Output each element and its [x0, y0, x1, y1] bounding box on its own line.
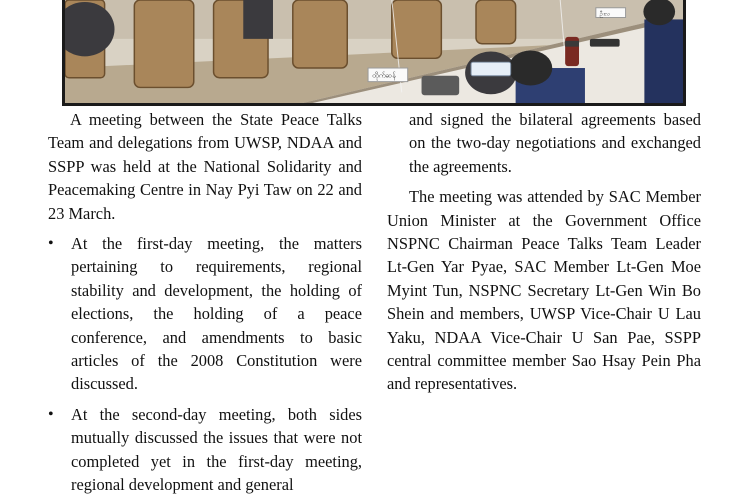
meeting-bullet-list [48, 232, 362, 496]
name-plate-2: ဦးလ [599, 11, 611, 18]
bullet-dot-icon: • [48, 235, 54, 253]
meeting-photo-image [65, 0, 683, 103]
attendees-paragraph: The meeting was attended by SAC Member Union Minister at the Government Office NSPNC Chairman Peace Talks Team Leader Lt-Gen Yar Pyae, SAC Member Lt-Gen Moe Myint Tun, NSPNC Secretary Lt-Gen Win Bo Shein and members, UWSP Vice-Chair U Lau Yaku, NDAA Vice-Chair U San Pae, SSPP central committee member Sao Hsay Pein Pha and representatives. [387, 187, 701, 394]
bullet-item [48, 403, 362, 497]
article-left-column [48, 108, 362, 504]
bullet-text: At the second-day meeting, both sides mutually discussed the issues that were not completed yet in the first-day meeting, regional development and general [71, 404, 362, 495]
bullet-text: At the first-day meeting, the matters pertaining to requirements, regional stability and development, the holding of elections, the holding of a peace conference, and amendments to basic articles of the 2008 Constitution were discussed. [71, 234, 362, 394]
article-right-column [387, 108, 701, 403]
bullet-item [48, 232, 362, 396]
meeting-photo [62, 0, 686, 106]
intro-paragraph: A meeting between the State Peace Talks Team and delegations from UWSP, NDAA and SSPP was held at the National Solidarity and Peacemaking Centre in Nay Pyi Taw on 22 and 23 March. [48, 110, 362, 223]
name-plate-1: ထိုက်ဆန် [372, 71, 396, 80]
bullet-dot-icon: • [48, 405, 54, 423]
continuation-paragraph: and signed the bilateral agreements based on the two-day negotiations and exchanged the agreements. [409, 110, 701, 176]
